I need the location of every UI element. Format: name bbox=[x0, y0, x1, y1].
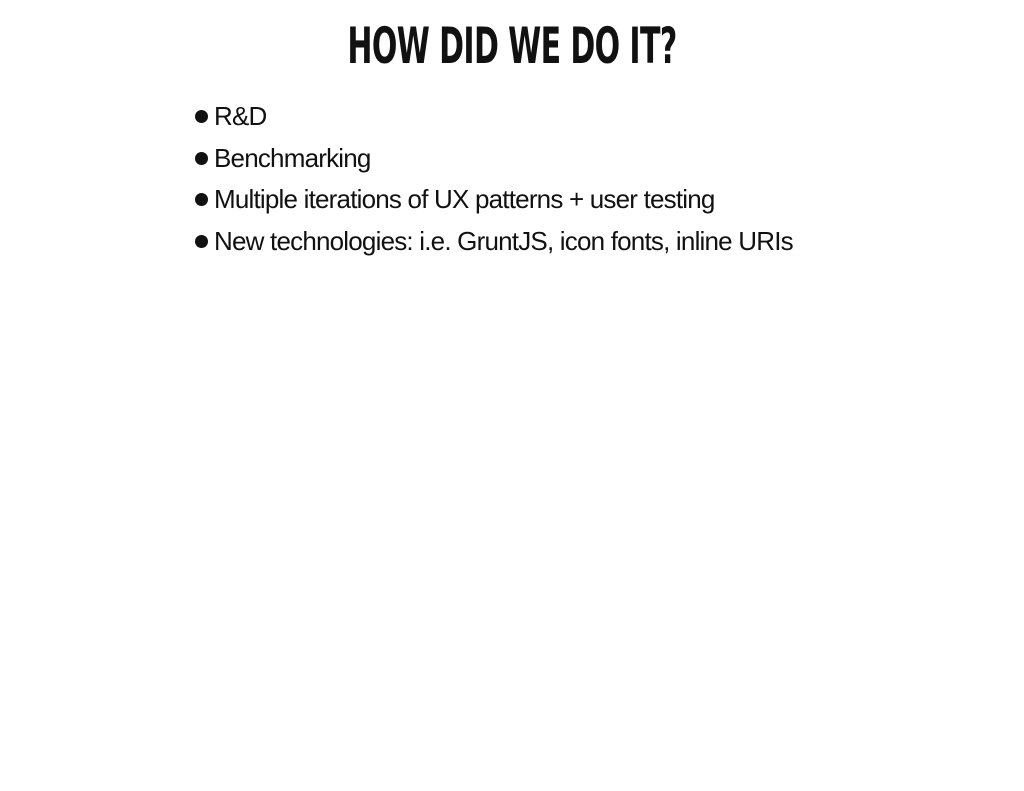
slide-title: HOW DID WE DO IT? bbox=[347, 17, 677, 75]
bullet-text: Multiple iterations of UX patterns + user testing bbox=[214, 184, 715, 215]
bullet-text: New technologies: i.e. GruntJS, icon fonts, inline URIs bbox=[214, 225, 793, 256]
bullet-text: Benchmarking bbox=[214, 142, 371, 173]
bullet-text: R&D bbox=[214, 101, 267, 132]
bullet-point-icon bbox=[195, 152, 208, 165]
bullet-point-icon bbox=[195, 235, 208, 248]
bullet-item bbox=[195, 138, 793, 180]
bullet-item bbox=[195, 179, 793, 221]
bullet-point-icon bbox=[195, 193, 208, 206]
bullet-list bbox=[195, 96, 793, 262]
bullet-point-icon bbox=[195, 110, 208, 123]
bullet-item bbox=[195, 221, 793, 263]
bullet-item bbox=[195, 96, 793, 138]
